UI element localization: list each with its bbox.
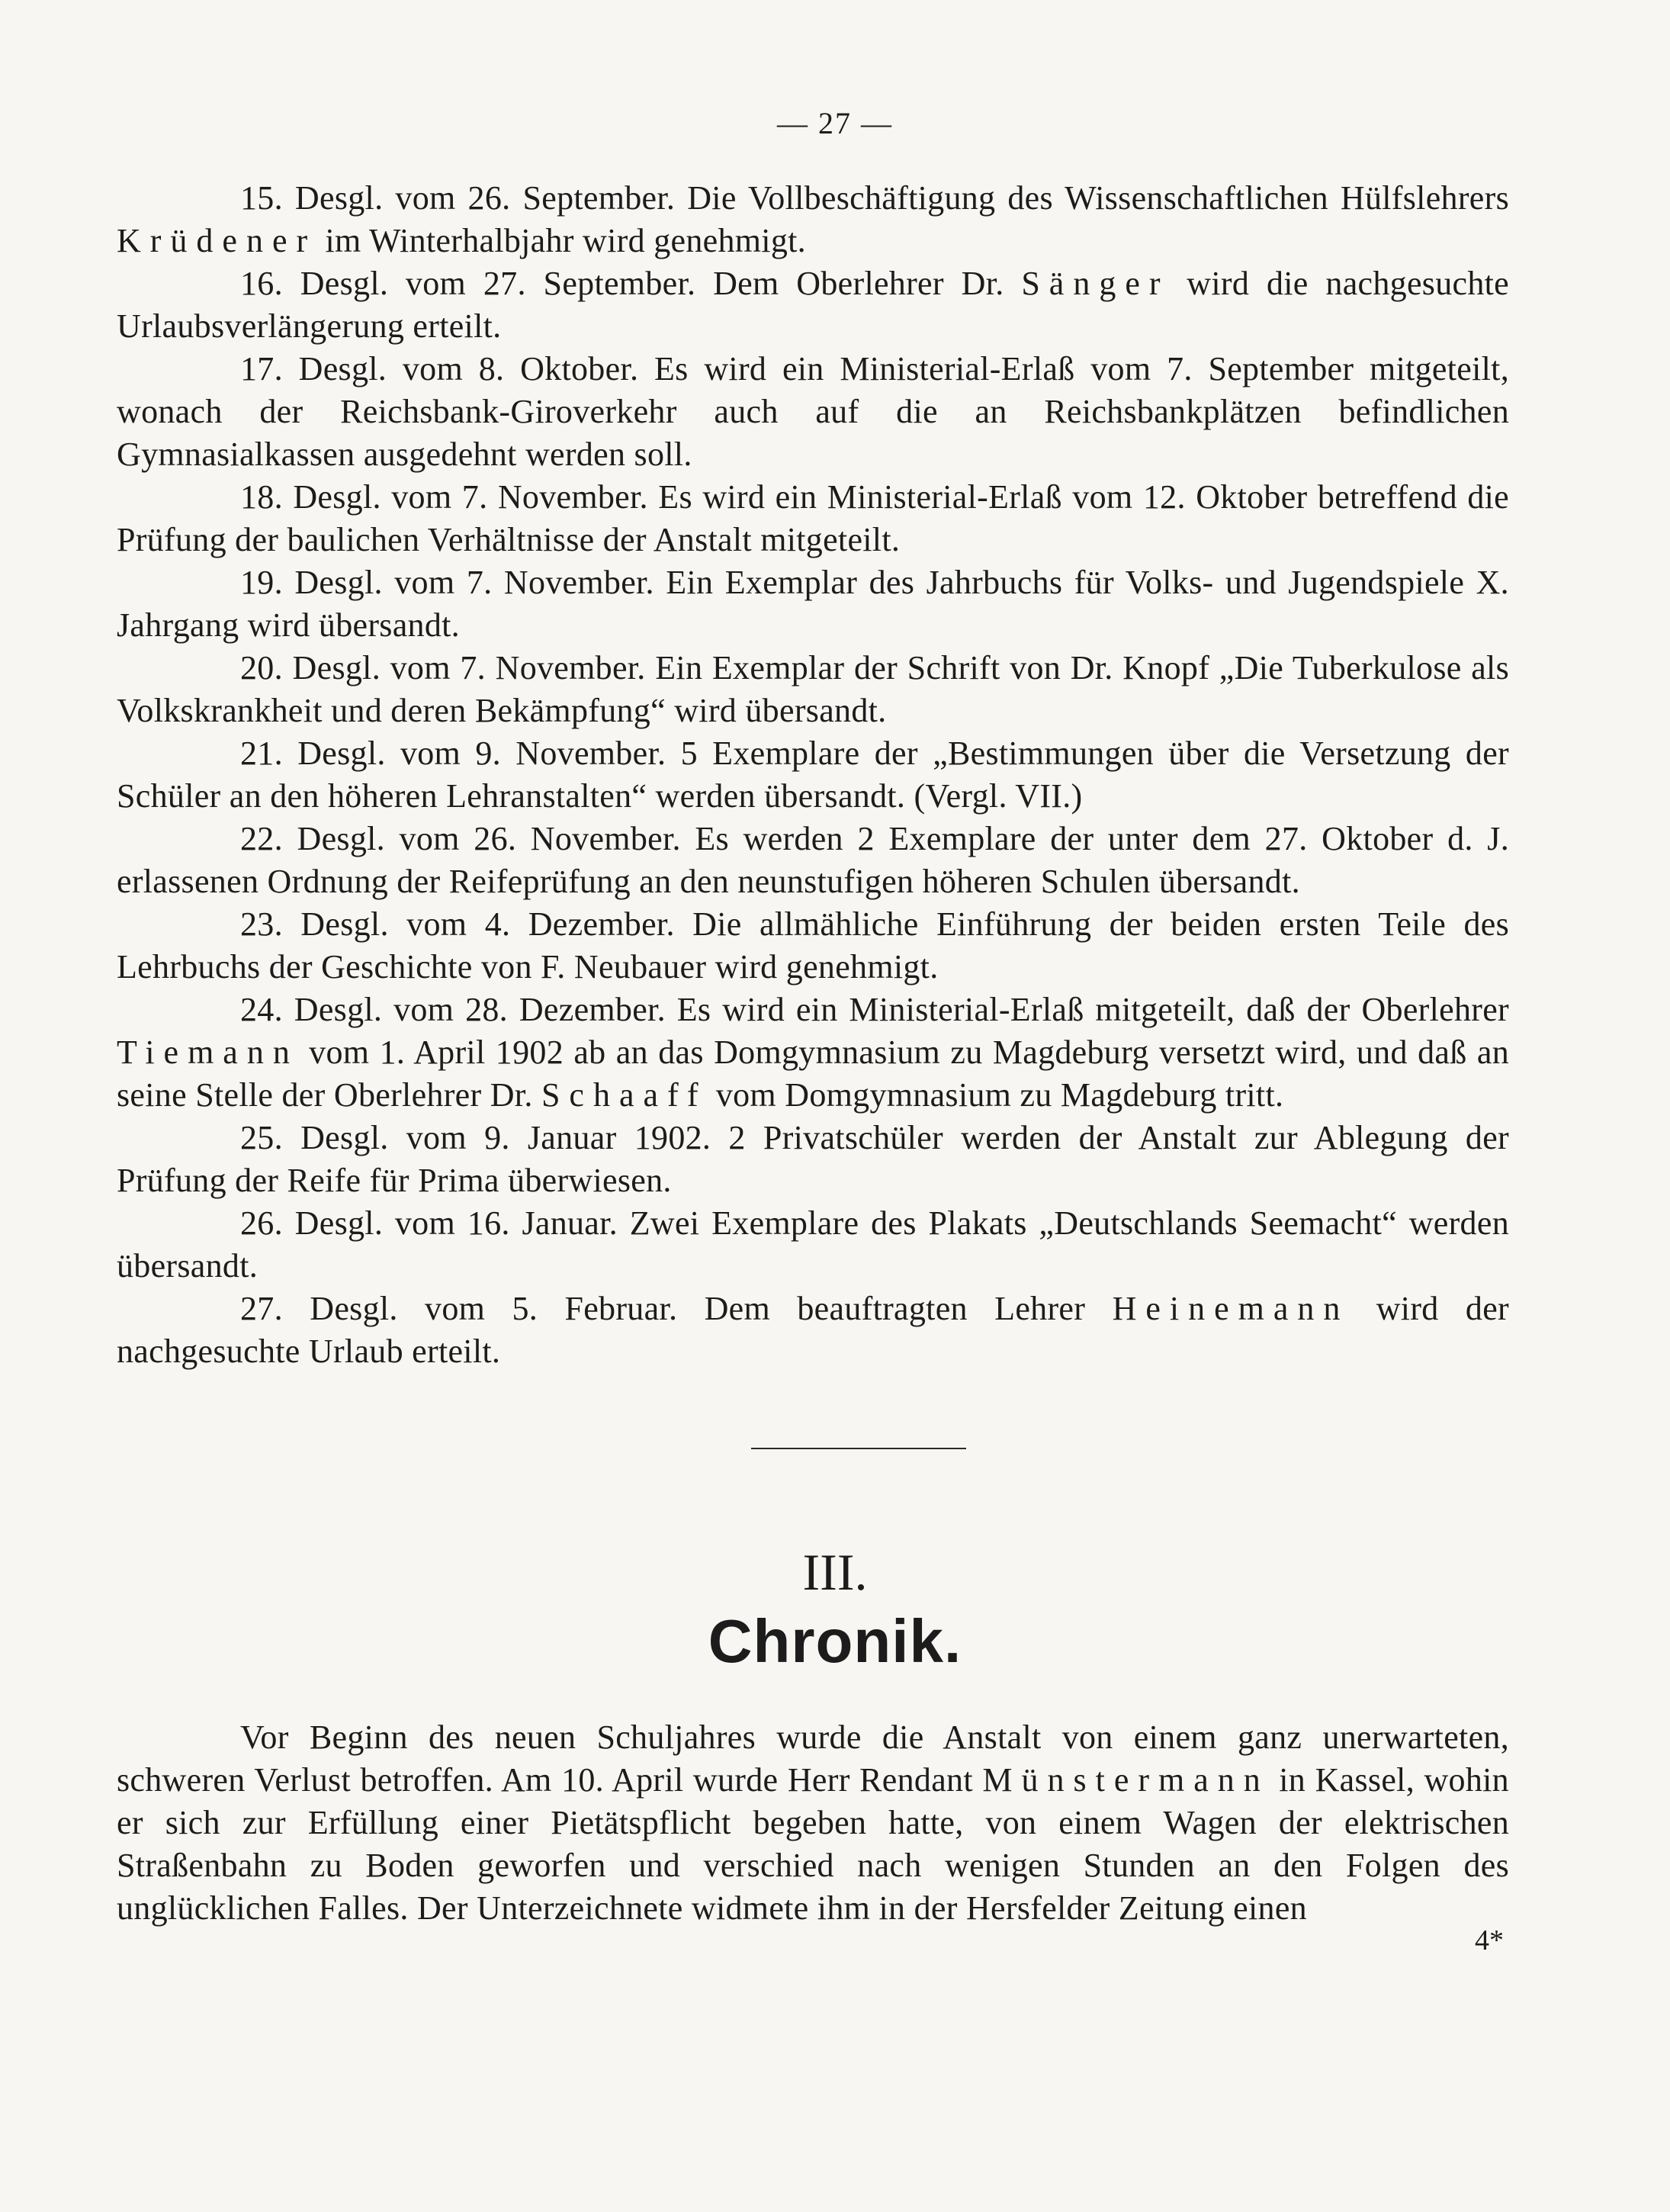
decree-entry [117,818,1509,903]
decree-entry [117,1117,1509,1202]
spaced-name: Sänger [1021,265,1170,302]
decree-entry [117,177,1509,262]
text-run: 19. Desgl. vom 7. November. Ein Exemplar des Jahrbuchs für Volks- und Jugendspiele X. Jahrgang wird übersandt. [117,564,1509,644]
signature-mark: 4* [1475,1924,1504,1956]
text-run: im Winterhalbjahr wird genehmigt. [316,222,806,259]
text-run: 25. Desgl. vom 9. Januar 1902. 2 Privatschüler werden der Anstalt zur Ablegung der Prüfung der Reife für Prima überwiesen. [117,1119,1509,1199]
text-run: wird der nachgesuchte Urlaub erteilt. [117,1290,1509,1370]
decree-list [117,177,1509,1373]
decree-entry [117,1288,1509,1373]
text-run: Vor Beginn des neuen Schuljahres wurde die Anstalt von einem ganz unerwarteten, schweren Verlust betroffen. Am 10. April wurde Herr Rendant [117,1718,1509,1799]
text-run: 21. Desgl. vom 9. November. 5 Exemplare der „Bestimmungen über die Versetzung der Schüler an den höheren Lehranstalten“ werden übersandt. (Vergl. VII.) [117,735,1509,815]
text-run: 20. Desgl. vom 7. November. Ein Exemplar der Schrift von Dr. Knopf „Die Tuberkulose als Volkskrankheit und deren Bekämpfung“ wird übersandt. [117,649,1509,729]
section-divider [751,1448,966,1449]
text-run: 27. Desgl. vom 5. Februar. Dem beauftragten Lehrer [240,1290,1113,1327]
text-run: 24. Desgl. vom 28. Dezember. Es wird ein Ministerial-Erlaß mitgeteilt, daß der Oberlehrer [240,991,1509,1028]
text-run: 17. Desgl. vom 8. Oktober. Es wird ein Ministerial-Erlaß vom 7. September mitgeteilt, wonach der Reichsbank-Giroverkehr auch auf die an Reichsbankplätzen befindlichen Gymnasialkassen ausgedehnt werden soll. [117,350,1509,473]
decree-entry [117,348,1509,476]
text-run: 16. Desgl. vom 27. September. Dem Oberlehrer Dr. [240,265,1022,302]
spaced-name: Schaaff [541,1076,708,1114]
decree-entry [117,647,1509,732]
chronik-paragraph-block [117,1716,1509,1930]
chronik-paragraph [117,1716,1509,1930]
decree-entry [117,732,1509,818]
decree-entry [117,903,1509,989]
text-run: 23. Desgl. vom 4. Dezember. Die allmähliche Einführung der beiden ersten Teile des Lehrbuchs der Geschichte von F. Neubauer wird genehmigt. [117,905,1509,985]
text-run: 22. Desgl. vom 26. November. Es werden 2 Exemplare der unter dem 27. Oktober d. J. erlassenen Ordnung der Reifeprüfung an den neunstufigen höheren Schulen übersandt. [117,820,1509,900]
spaced-name: Tiemann [117,1034,299,1071]
text-run: vom 1. April 1902 ab an das Domgymnasium zu Magdeburg versetzt wird, und daß an seine Stelle der Oberlehrer Dr. [117,1034,1509,1114]
decree-entry [117,1202,1509,1288]
text-run: wird die nachgesuchte Urlaubsverlängerung erteilt. [117,265,1509,345]
spaced-name: Münstermann [982,1761,1270,1799]
page-number: — 27 — [777,106,893,140]
decree-entry [117,561,1509,647]
decree-entry [117,989,1509,1117]
section-title: Chronik. [708,1607,962,1675]
spaced-name: Heinemann [1112,1290,1350,1327]
text-run: in Kassel, wohin er sich zur Erfüllung einer Pietätspflicht begeben hatte, von einem Wagen der elektrischen Straßenbahn zu Boden geworfen und verschied nach wenigen Stunden an den Folgen des unglücklichen Falles. Der Unterzeichnete widmete ihm in der Hersfelder Zeitung einen [117,1761,1509,1927]
decree-entry [117,476,1509,561]
decree-entry [117,262,1509,348]
spaced-name: Krüdener [117,222,317,259]
section-number: III. [802,1543,868,1601]
text-run: 18. Desgl. vom 7. November. Es wird ein Ministerial-Erlaß vom 12. Oktober betreffend die Prüfung der baulichen Verhältnisse der Anstalt mitgeteilt. [117,478,1509,558]
text-run: 26. Desgl. vom 16. Januar. Zwei Exemplare des Plakats „Deutschlands Seemacht“ werden übersandt. [117,1204,1509,1284]
text-run: 15. Desgl. vom 26. September. Die Vollbeschäftigung des Wissenschaftlichen Hülfslehrers [240,179,1509,217]
text-run: vom Domgymnasium zu Magdeburg tritt. [707,1076,1284,1114]
